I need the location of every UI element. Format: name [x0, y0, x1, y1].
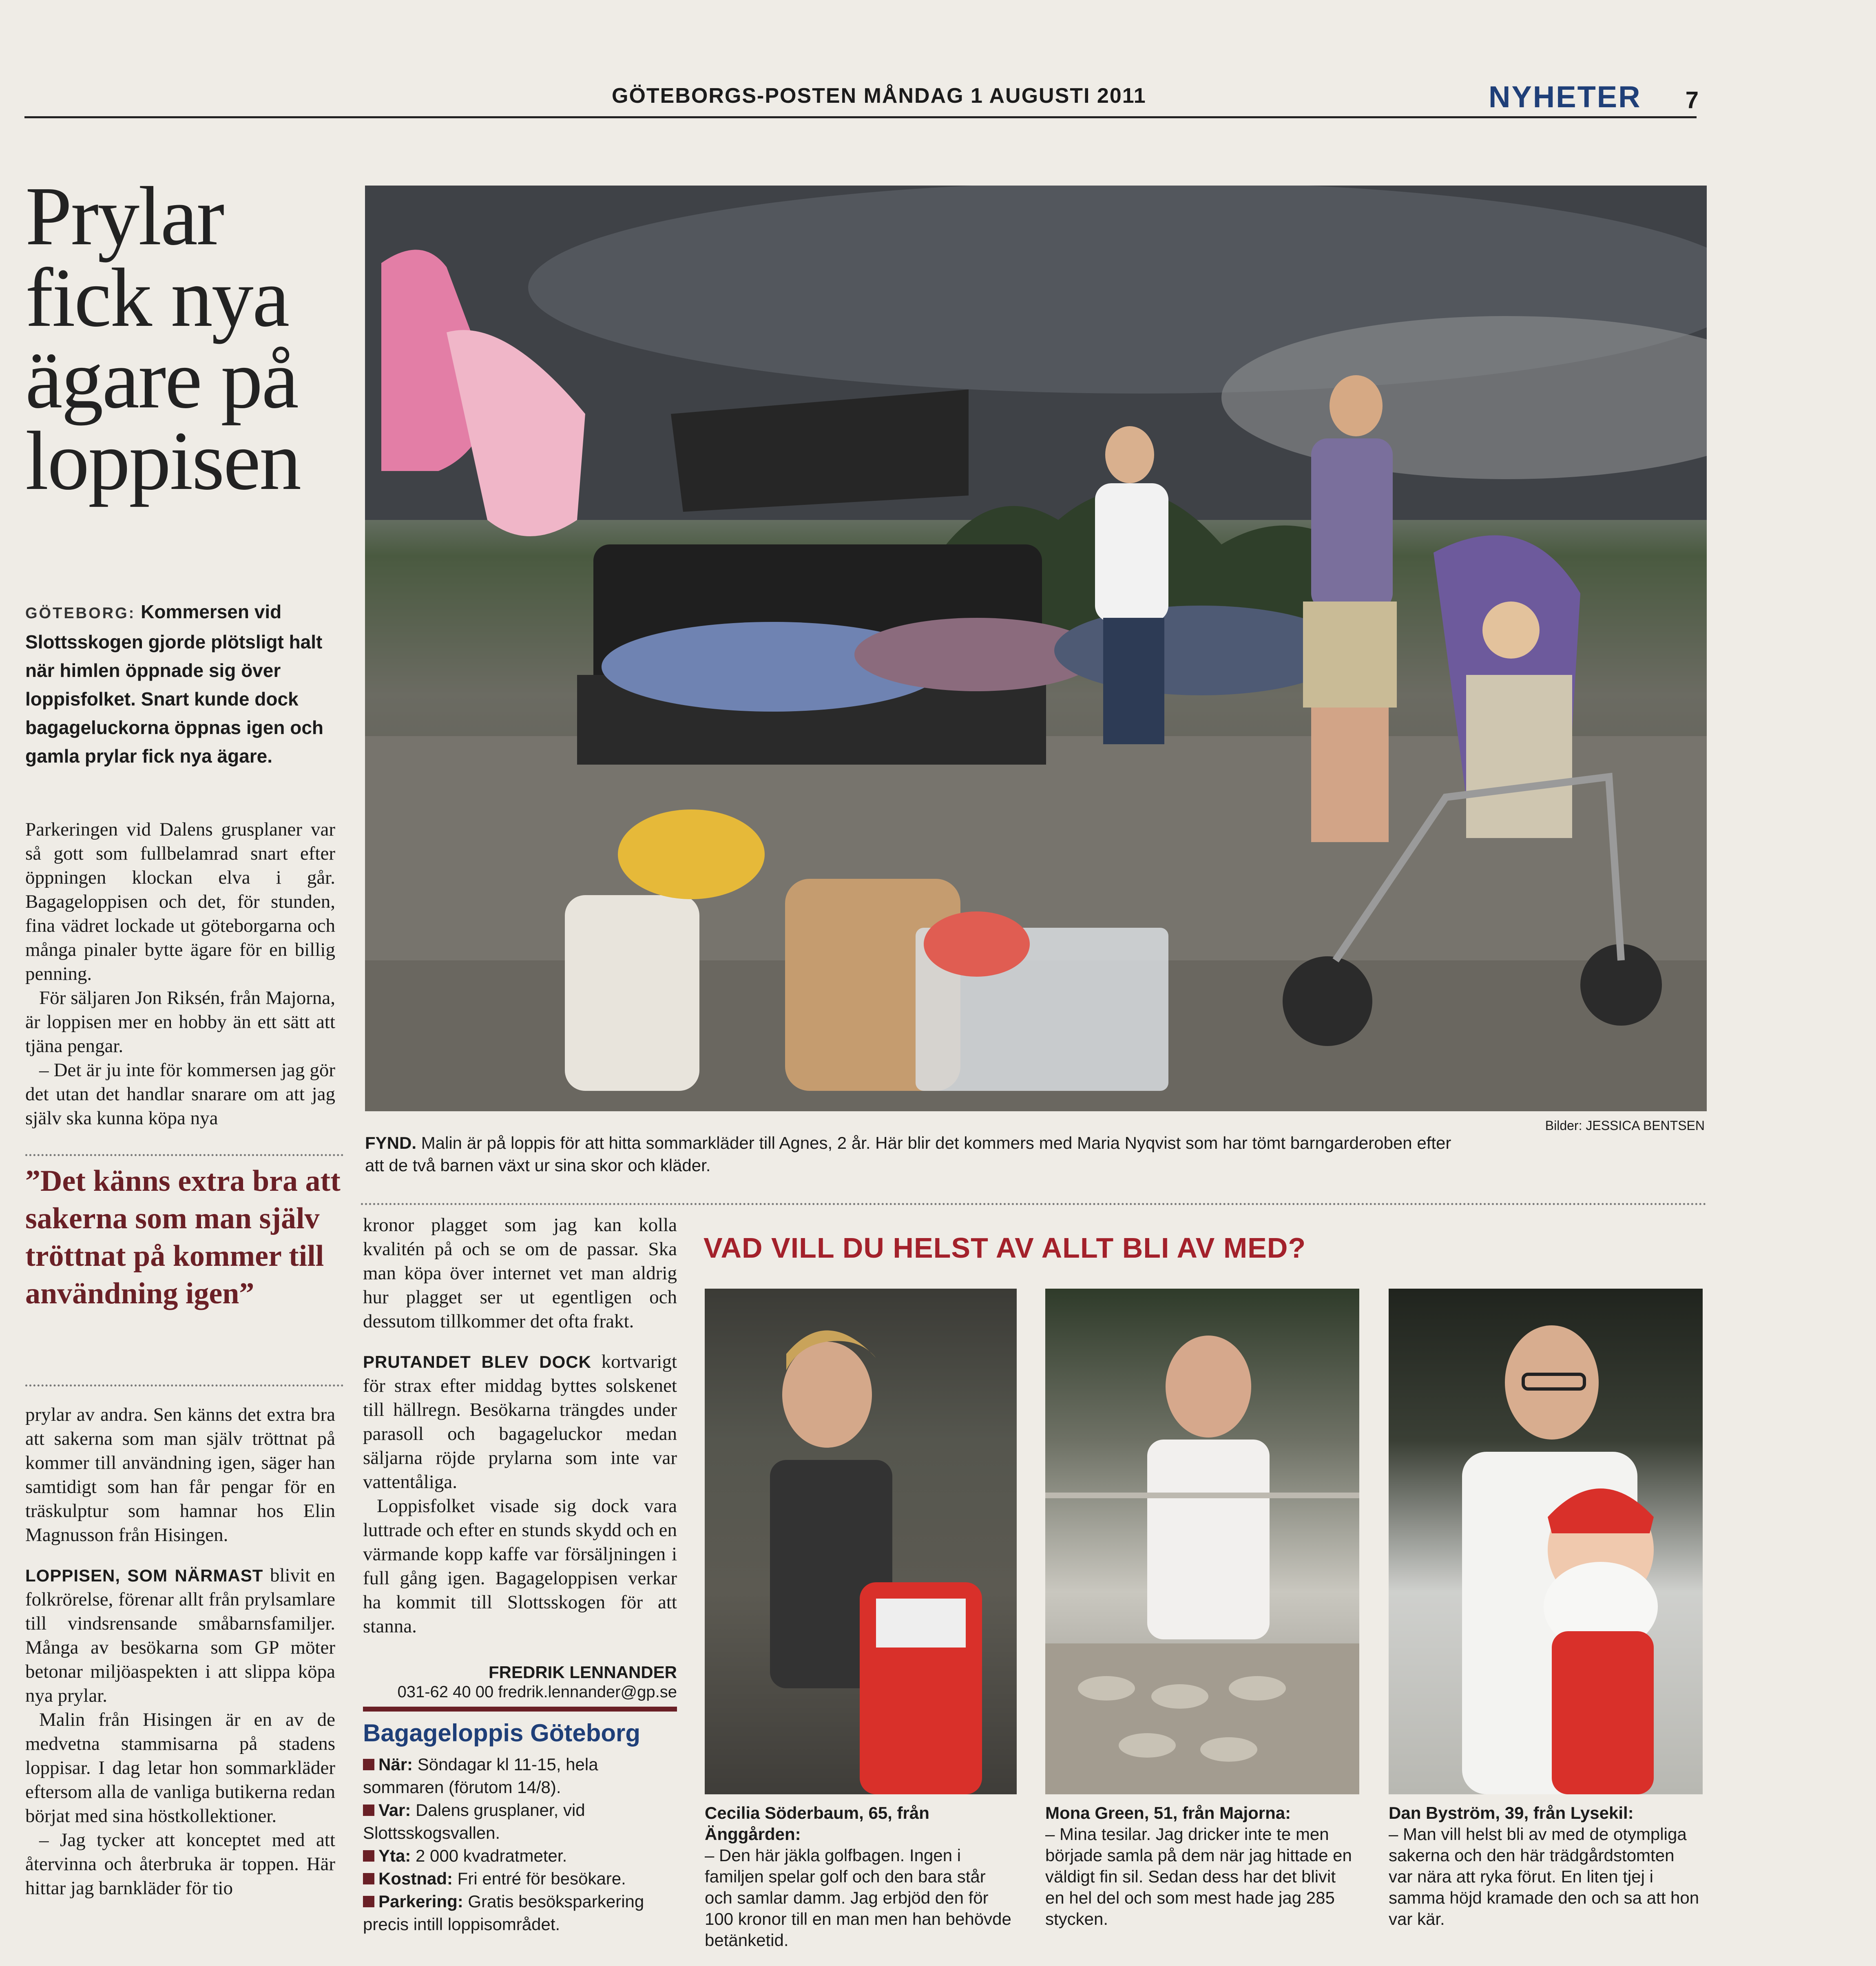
paragraph-text: kortvarigt för strax efter middag byttes solskenet till hällregn. Besökarna trängdes under parasoll och bagageluckor medan säljarna röjde prylarna som inte var vattentåliga.: [363, 1351, 677, 1493]
lead-paragraph: [25, 597, 335, 770]
factbox-label: När:: [378, 1755, 413, 1774]
vox-quote: – Den här jäkla golfbagen. Ingen i familjen spelar golf och den bara står och samlar damm. Jag erbjöd den för 100 kronor till en man men han behövde betänketid.: [705, 1846, 1011, 1950]
vox-person-name: Mona Green, 51, från Majorna:: [1045, 1803, 1291, 1822]
factbox-text: Söndagar kl 11-15, hela sommaren (förutom 14/8).: [363, 1755, 598, 1797]
vox-person-name: Dan Byström, 39, från Lysekil:: [1389, 1803, 1634, 1822]
photo-credit: Bilder: JESSICA BENTSEN: [1545, 1118, 1705, 1133]
factbox-item: [363, 1753, 677, 1799]
factbox-label: Kostnad:: [378, 1869, 453, 1888]
factbox-item: [363, 1890, 677, 1936]
portrait-photo: [1389, 1289, 1703, 1794]
portrait-photo: [705, 1289, 1017, 1794]
lead-text: Kommersen vid Slottsskogen gjorde plötsligt halt när himlen öppnade sig över loppisfolket. Snart kunde dock bagageluckorna öppnas igen och gamla prylar fick nya ägare.: [25, 601, 324, 767]
factbox-label: Parkering:: [378, 1892, 463, 1911]
page-number: 7: [1685, 87, 1699, 113]
paragraph-kicker: LOPPISEN, SOM NÄRMAST: [25, 1566, 263, 1585]
portrait-photo: [1045, 1289, 1359, 1794]
body-paragraph: Parkeringen vid Dalens grusplaner var så gott som fullbelamrad snart efter öppningen klockan elva i går. Bagageloppisen och det, för stunden, fina vädret lockade ut göteborgarna och många pinaler bytte ägare för en billig penning.: [25, 819, 335, 984]
body-paragraph: Malin från Hisingen är en av de medvetna stammisarna på stadens loppisar. I dag letar hon sommarkläder eftersom alla de vanliga butikerna redan börjat med sina höstkollektioner.: [25, 1709, 335, 1827]
factbox-text: Fri entré för besökare.: [457, 1869, 626, 1888]
main-photo: [365, 186, 1707, 1111]
factbox-title: Bagageloppis Göteborg: [363, 1719, 641, 1747]
vox-quote: – Man vill helst bli av med de otympliga sakerna och den här trädgårdstomten var nära att ryka förut. En liten tjej i samma höjd kramade den och sa att hon var kär.: [1389, 1824, 1699, 1928]
factbox: [363, 1719, 677, 1936]
masthead: GÖTEBORGS-POSTEN MÅNDAG 1 AUGUSTI 2011: [612, 84, 1146, 108]
flea-market-scene-image: [365, 186, 1707, 1111]
factbox-label: Var:: [378, 1800, 411, 1820]
vox-person-name: Cecilia Söderbaum, 65, från Änggården:: [705, 1803, 929, 1844]
pull-quote: ”Det känns extra bra att sakerna som man själv tröttnat på kommer till användning igen”: [25, 1164, 341, 1310]
body-paragraph: kronor plagget som jag kan kolla kvalitén på och se om de passar. Ska man köpa över internet vet man aldrig hur plagget ser ut egentligen och dessutom tillkommer det ofta frakt.: [363, 1214, 677, 1332]
factbox-text: Gratis besöksparkering precis intill loppisområdet.: [363, 1892, 644, 1934]
factbox-item: [363, 1844, 677, 1867]
caption-kicker: FYND.: [365, 1133, 416, 1152]
quote-divider: [25, 1154, 343, 1156]
body-paragraph: [363, 1350, 677, 1494]
vox-entry: [1045, 1802, 1359, 1930]
factbox-item: [363, 1867, 677, 1890]
bullet-square-icon: [363, 1896, 374, 1907]
bullet-square-icon: [363, 1805, 374, 1816]
bullet-square-icon: [363, 1759, 374, 1770]
byline-name: FREDRIK LENNANDER: [489, 1663, 677, 1682]
vox-quote: – Mina tesilar. Jag dricker inte te men började samla på dem när jag hittade en väldigt fin sil. Sedan dess har det blivit en hel del och som mest hade jag 285 stycken.: [1045, 1824, 1352, 1928]
section-name: NYHETER: [1489, 80, 1642, 114]
byline: [363, 1663, 677, 1702]
body-paragraph: prylar av andra. Sen känns det extra bra att sakerna som man själv tröttnat på kommer till användning igen, säger han samtidigt som han får pengar för en träskulptur som hamnar hos Elin Magnusson från Hisingen.: [25, 1404, 335, 1546]
vox-pop-heading: VAD VILL DU HELST AV ALLT BLI AV MED?: [704, 1232, 1306, 1264]
photo-caption: [365, 1132, 1474, 1177]
section-divider: [361, 1203, 1707, 1205]
caption-text: Malin är på loppis för att hitta sommarkläder till Agnes, 2 år. Här blir det kommers med Maria Nyqvist som har tömt barngarderoben efter att de två barnen växt ur sina skor och kläder.: [365, 1133, 1451, 1175]
factbox-label: Yta:: [378, 1846, 411, 1865]
paragraph-text: blivit en folkrörelse, förenar allt från prylsamlare till vindsrensande småbarnsfamiljer. Många av besökarna som GP möter betonar miljöaspekten i att slippa köpa nya prylar.: [25, 1565, 335, 1706]
lead-place: GÖTEBORG:: [25, 605, 136, 622]
vox-entry: [1389, 1802, 1703, 1930]
woman-with-golf-bag-image: [705, 1289, 1017, 1794]
factbox-item: [363, 1799, 677, 1844]
body-paragraph: Loppisfolket visade sig dock vara luttrade och efter en stunds skydd och en värmande kopp kaffe var försäljningen i full gång igen. Bagageloppisen verkar ha kommit till Slottsskogen för att stanna.: [363, 1495, 677, 1637]
quote-divider: [25, 1384, 343, 1387]
body-column-1-bottom: [25, 1403, 335, 1900]
body-paragraph: – Jag tycker att konceptet med att återvinna och återbruka är toppen. Här hittar jag barnkläder för tio: [25, 1829, 335, 1899]
man-with-santa-figure-image: [1389, 1289, 1703, 1794]
paragraph-kicker: PRUTANDET BLEV DOCK: [363, 1352, 591, 1371]
body-column-1-top: [25, 818, 335, 1130]
vox-entry: [705, 1802, 1017, 1951]
body-paragraph: [25, 1564, 335, 1708]
byline-contact: 031-62 40 00 fredrik.lennander@gp.se: [397, 1683, 677, 1701]
body-column-2: [363, 1213, 677, 1639]
woman-with-tea-strainers-image: [1045, 1289, 1359, 1794]
bullet-square-icon: [363, 1873, 374, 1884]
factbox-text: Dalens grusplaner, vid Slottsskogsvallen.: [363, 1800, 585, 1842]
bullet-square-icon: [363, 1850, 374, 1862]
header-rule: [24, 116, 1697, 118]
body-paragraph: För säljaren Jon Riksén, från Majorna, är loppisen mer en hobby än ett sätt att tjäna pengar.: [25, 987, 335, 1057]
headline: Prylar fick nya ägare på loppisen: [25, 169, 301, 507]
factbox-text: 2 000 kvadratmeter.: [416, 1846, 567, 1865]
body-paragraph: – Det är ju inte för kommersen jag gör det utan det handlar snarare om att jag själv ska kunna köpa nya: [25, 1059, 335, 1129]
factbox-rule: [363, 1707, 677, 1712]
